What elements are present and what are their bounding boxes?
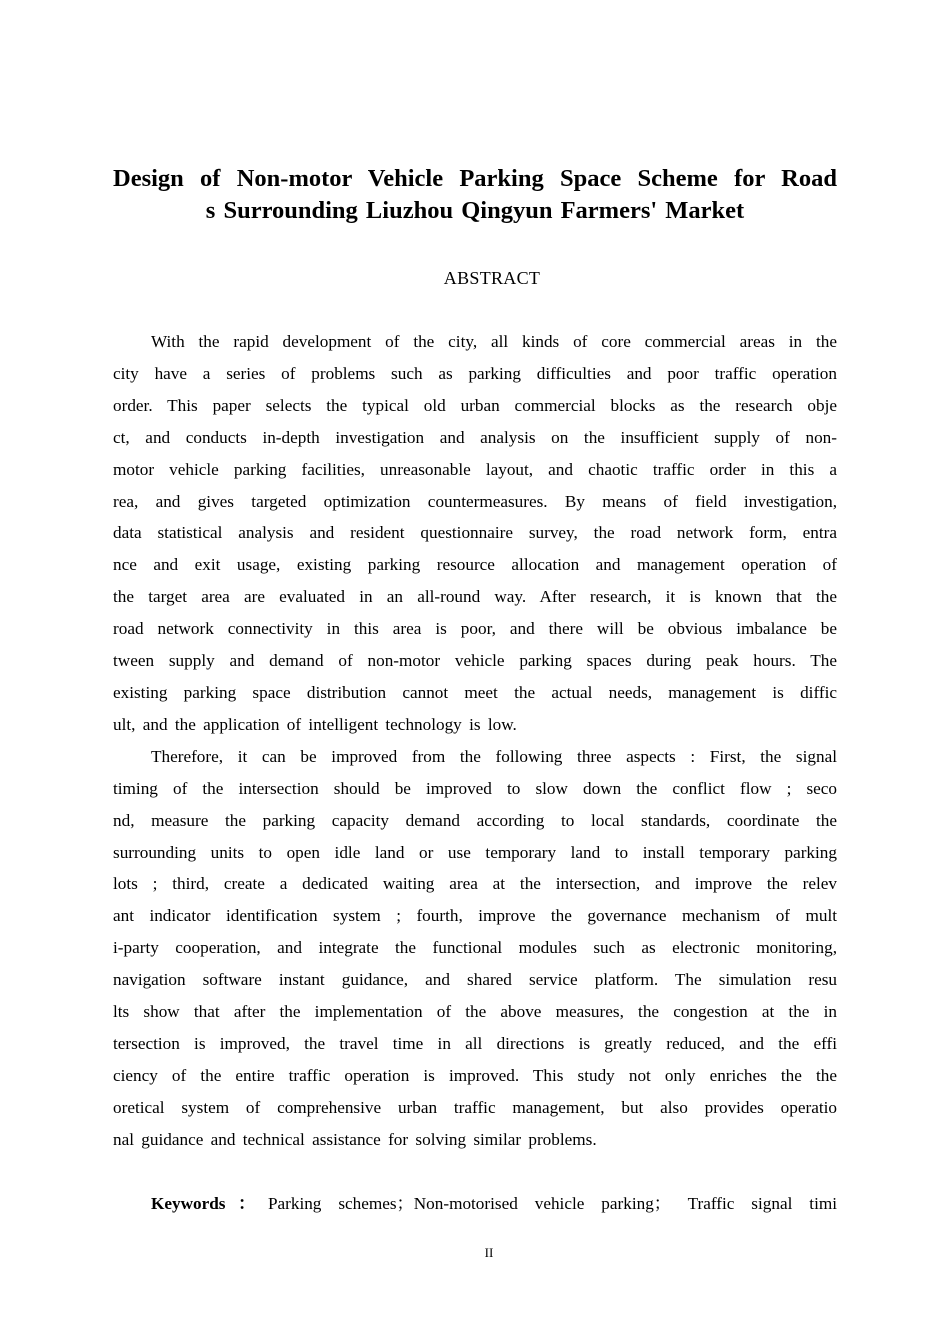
text-line: ult, and the application of intelligent technology is low. [113,714,517,734]
document-title [113,163,837,227]
abstract-heading: ABSTRACT [443,268,541,288]
text-line: surrounding units to open idle land or use temporary land to install temporary parking [113,842,837,862]
text-line: ciency of the entire traffic operation is improved. This study not only enriches the the [113,1065,837,1085]
keywords-label: Keywords： [151,1194,268,1213]
text-line: motor vehicle parking facilities, unreasonable layout, and chaotic traffic order in this a [113,459,837,479]
keywords-text: Parking schemes；Non-motorised vehicle parking； Traffic signal timi [267,1194,837,1213]
text-line: data statistical analysis and resident questionnaire survey, the road network form, entra [113,523,837,543]
text-line: nd, measure the parking capacity demand according to local standards, coordinate the [113,810,837,830]
text-line: order. This paper selects the typical old urban commercial blocks as the research obje [113,395,837,415]
abstract-paragraph-2 [113,741,837,1156]
text-line: ant indicator identification system ; fourth, improve the governance mechanism of mult [113,906,837,926]
title-line: Design of Non-motor Vehicle Parking Space Scheme for Road [113,165,837,192]
text-line: lts show that after the implementation of the above measures, the congestion at the in [113,1002,837,1022]
text-line: existing parking space distribution cannot meet the actual needs, management is diffic [113,682,837,702]
abstract-paragraph-1 [113,326,837,741]
text-line: timing of the intersection should be improved to slow down the conflict flow ; seco [113,778,837,798]
text-line: oretical system of comprehensive urban traffic management, but also provides operatio [113,1097,837,1117]
text-line: road network connectivity in this area is poor, and there will be obvious imbalance be [113,619,837,639]
text-line: Therefore, it can be improved from the following three aspects : First, the signal [151,746,837,766]
text-line: tween supply and demand of non-motor vehicle parking spaces during peak hours. The [113,651,837,671]
text-line: navigation software instant guidance, and shared service platform. The simulation resu [113,970,837,990]
text-line: i-party cooperation, and integrate the functional modules such as electronic monitoring, [113,938,837,958]
text-line: lots ; third, create a dedicated waiting area at the intersection, and improve the relev [113,874,837,894]
abstract-body [113,326,837,1156]
text-line: nal guidance and technical assistance for solving similar problems. [113,1129,597,1149]
text-line: rea, and gives targeted optimization countermeasures. By means of field investigation, [113,491,837,511]
text-line: With the rapid development of the city, all kinds of core commercial areas in the [151,332,837,351]
keywords-line [151,1188,837,1220]
text-line: tersection is improved, the travel time in all directions is greatly reduced, and the effi [113,1033,837,1053]
title-line: s Surrounding Liuzhou Qingyun Farmers' Market [205,197,745,224]
page-number: II [484,1245,494,1260]
text-line: ct, and conducts in-depth investigation and analysis on the insufficient supply of non- [113,427,837,447]
text-line: nce and exit usage, existing parking resource allocation and management operation of [113,555,837,575]
text-line: the target area are evaluated in an all-round way. After research, it is known that the [113,587,837,607]
text-line: city have a series of problems such as parking difficulties and poor traffic operation [113,363,837,383]
